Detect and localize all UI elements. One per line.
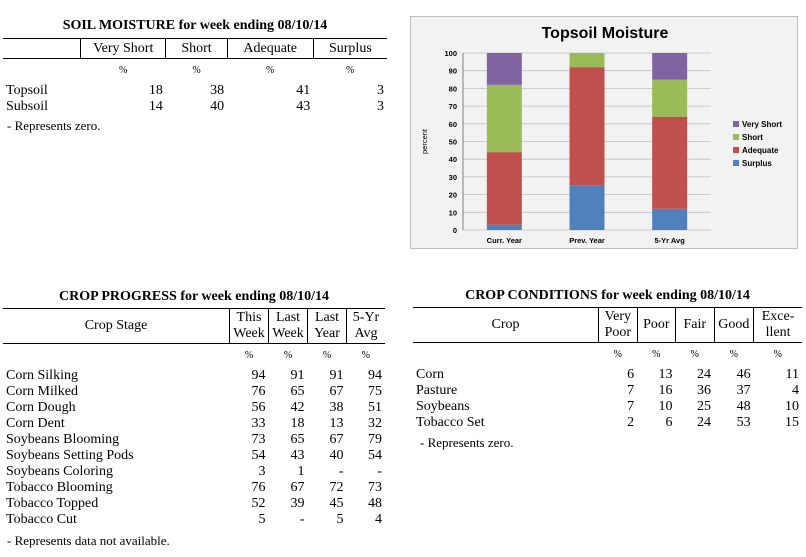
chart-title: Topsoil Moisture [541, 25, 669, 42]
cell: 73 [251, 432, 266, 447]
unit: % [322, 350, 332, 361]
cell: 45 [329, 496, 344, 511]
unit-row [3, 59, 387, 84]
col-poor: Poor [637, 308, 675, 343]
col-short: Short [166, 39, 227, 59]
cell: 32 [368, 416, 382, 431]
cell: 3 [258, 464, 266, 479]
row-label: Subsoil [6, 99, 49, 114]
col-excellent: Exce- llent [754, 308, 802, 343]
col-this-week: This Week [230, 309, 269, 344]
legend-label: Adequate [742, 146, 779, 155]
cell: 65 [290, 432, 305, 447]
bar-segment [570, 67, 605, 186]
bar-segment [652, 117, 687, 209]
row-label: Tobacco Cut [6, 512, 77, 527]
y-tick-label: 90 [448, 66, 457, 76]
cell: 94 [251, 368, 266, 383]
cell: 10 [785, 399, 799, 414]
cell: 40 [210, 99, 225, 114]
row-label: Corn Dent [6, 416, 65, 431]
topsoil-moisture-chart [410, 16, 798, 249]
cell: 52 [251, 496, 266, 511]
row-label: Soybeans Coloring [6, 464, 113, 479]
unit: % [361, 350, 370, 361]
unit: % [652, 349, 661, 360]
cell: 43 [296, 99, 311, 114]
crop-conditions-title: CROP CONDITIONS for week ending 08/10/14 [465, 288, 750, 303]
table-row [3, 99, 387, 115]
y-tick-label: 80 [448, 84, 457, 94]
legend-label: Very Short [742, 120, 783, 129]
bar-segment [570, 53, 605, 67]
table-row [3, 512, 385, 528]
y-tick-label: 40 [448, 155, 457, 165]
bar-segment [487, 53, 522, 85]
chart-plot [411, 17, 797, 248]
cell: 2 [627, 415, 635, 430]
cell: 65 [290, 384, 305, 399]
bar-segment [487, 85, 522, 152]
table-row [3, 448, 385, 464]
cell: 39 [290, 496, 305, 511]
cell: 4 [375, 512, 382, 527]
cell: 6 [665, 415, 673, 430]
cell: 42 [290, 400, 305, 415]
row-label: Soybeans Setting Pods [6, 448, 134, 463]
cell: 56 [251, 400, 266, 415]
y-tick-label: 30 [448, 172, 457, 182]
col-adequate: Adequate [227, 39, 313, 59]
soil-moisture-table [3, 38, 387, 115]
cell: 38 [329, 400, 344, 415]
cell: 76 [251, 384, 266, 399]
unit-row [3, 344, 385, 369]
table-row [3, 83, 387, 99]
cell: 13 [329, 416, 344, 431]
table-row [3, 480, 385, 496]
table-row [3, 416, 385, 432]
cell: 48 [736, 399, 751, 414]
bar-segment [652, 80, 687, 117]
unit: % [613, 349, 622, 360]
legend-label: Short [742, 133, 763, 142]
unit: % [192, 65, 201, 76]
cell: 94 [368, 368, 382, 383]
unit: % [690, 349, 699, 360]
cell: 51 [368, 400, 382, 415]
legend-swatch [733, 134, 739, 140]
cell: - [338, 464, 344, 479]
cell: 4 [792, 383, 799, 398]
y-tick-label: 60 [448, 119, 457, 129]
cell: 10 [658, 399, 673, 414]
cell: 7 [627, 383, 635, 398]
row-label: Soybeans Blooming [6, 432, 120, 447]
cell: 5 [336, 512, 344, 527]
row-label: Corn Dough [6, 400, 76, 415]
cell: 33 [251, 416, 266, 431]
cell: 53 [736, 415, 751, 430]
crop-conditions-table [413, 307, 802, 431]
legend-label: Surplus [742, 159, 772, 168]
table-row [3, 464, 385, 480]
table-row [3, 496, 385, 512]
unit-row [413, 343, 802, 368]
cell: 75 [368, 384, 382, 399]
y-tick-label: 20 [448, 190, 457, 200]
x-tick-label: 5-Yr Avg [654, 236, 685, 245]
unit: % [729, 349, 738, 360]
row-label: Corn [416, 367, 444, 382]
unit: % [345, 65, 355, 76]
legend-swatch [733, 147, 739, 153]
cell: 18 [148, 83, 163, 98]
x-tick-label: Curr. Year [486, 236, 522, 245]
progress-note: - Represents data not available. [7, 533, 170, 548]
soil-moisture-title: SOIL MOISTURE for week ending 08/10/14 [62, 18, 328, 33]
cell: 91 [329, 368, 344, 383]
cell: 3 [377, 83, 384, 98]
conditions-note: - Represents zero. [420, 435, 514, 450]
y-tick-label: 50 [448, 137, 457, 147]
cell: 91 [290, 368, 305, 383]
blank-header [3, 39, 81, 59]
cell: 76 [251, 480, 266, 495]
row-label: Soybeans [416, 399, 470, 414]
y-axis-label: percent [420, 128, 429, 155]
cell: 15 [785, 415, 799, 430]
bar-segment [652, 209, 687, 230]
unit: % [266, 65, 275, 76]
row-label: Topsoil [6, 83, 48, 98]
cell: 73 [368, 480, 382, 495]
unit: % [244, 350, 254, 361]
cell: 67 [329, 384, 344, 399]
col-good: Good [714, 308, 754, 343]
row-label: Tobacco Blooming [6, 480, 113, 495]
cell: 18 [290, 416, 305, 431]
cell: 7 [627, 399, 635, 414]
x-tick-label: Prev. Year [569, 236, 605, 245]
cell: 36 [697, 383, 711, 398]
cell: 46 [736, 367, 751, 382]
cell: 1 [297, 464, 305, 479]
table-row [3, 432, 385, 448]
col-5yr-avg: 5-Yr Avg [347, 309, 386, 344]
col-crop-stage: Crop Stage [3, 309, 230, 344]
cell: 11 [785, 367, 799, 382]
cell: 54 [251, 448, 266, 463]
row-label: Pasture [416, 383, 458, 398]
col-fair: Fair [676, 308, 714, 343]
cell: 6 [627, 367, 635, 382]
bar-segment [487, 152, 522, 225]
table-row [413, 383, 802, 399]
soil-note: - Represents zero. [7, 118, 101, 133]
unit: % [283, 350, 293, 361]
table-row [413, 367, 802, 383]
cell: 48 [368, 496, 382, 511]
cell: 37 [736, 383, 751, 398]
unit: % [773, 349, 782, 360]
cell: 41 [296, 83, 311, 98]
table-row [3, 368, 385, 384]
bar-segment [570, 186, 605, 230]
table-row [3, 400, 385, 416]
legend-swatch [733, 121, 739, 127]
col-last-week: Last Week [269, 309, 308, 344]
y-tick-label: 0 [452, 226, 457, 235]
table-row [413, 399, 802, 415]
cell: 24 [697, 415, 711, 430]
cell: 16 [658, 383, 673, 398]
y-tick-label: 70 [448, 102, 457, 112]
cell: 67 [290, 480, 305, 495]
cell: 25 [697, 399, 711, 414]
cell: 43 [290, 448, 305, 463]
cell: 40 [329, 448, 344, 463]
cell: - [377, 464, 382, 479]
crop-progress-title: CROP PROGRESS for week ending 08/10/14 [58, 289, 330, 304]
cell: - [299, 512, 305, 527]
cell: 79 [368, 432, 382, 447]
col-surplus: Surplus [313, 39, 387, 59]
cell: 24 [697, 367, 711, 382]
col-very-short: Very Short [81, 39, 166, 59]
cell: 38 [210, 83, 225, 98]
cell: 5 [258, 512, 266, 527]
row-label: Tobacco Set [416, 415, 485, 430]
col-crop: Crop [413, 308, 599, 343]
row-label: Corn Silking [6, 368, 78, 383]
cell: 13 [658, 367, 673, 382]
row-label: Tobacco Topped [6, 496, 99, 511]
row-label: Corn Milked [6, 384, 78, 399]
cell: 14 [148, 99, 163, 114]
cell: 72 [329, 480, 344, 495]
legend-swatch [733, 160, 739, 166]
table-row [3, 384, 385, 400]
unit: % [119, 65, 128, 76]
cell: 3 [377, 99, 384, 114]
col-last-year: Last Year [308, 309, 347, 344]
col-very-poor: Very Poor [599, 308, 637, 343]
y-tick-label: 100 [444, 49, 457, 58]
crop-progress-table [3, 308, 385, 528]
cell: 54 [368, 448, 382, 463]
bar-segment [487, 225, 522, 230]
y-tick-label: 10 [448, 208, 457, 218]
table-row [413, 415, 802, 431]
cell: 67 [329, 432, 344, 447]
bar-segment [652, 53, 687, 80]
